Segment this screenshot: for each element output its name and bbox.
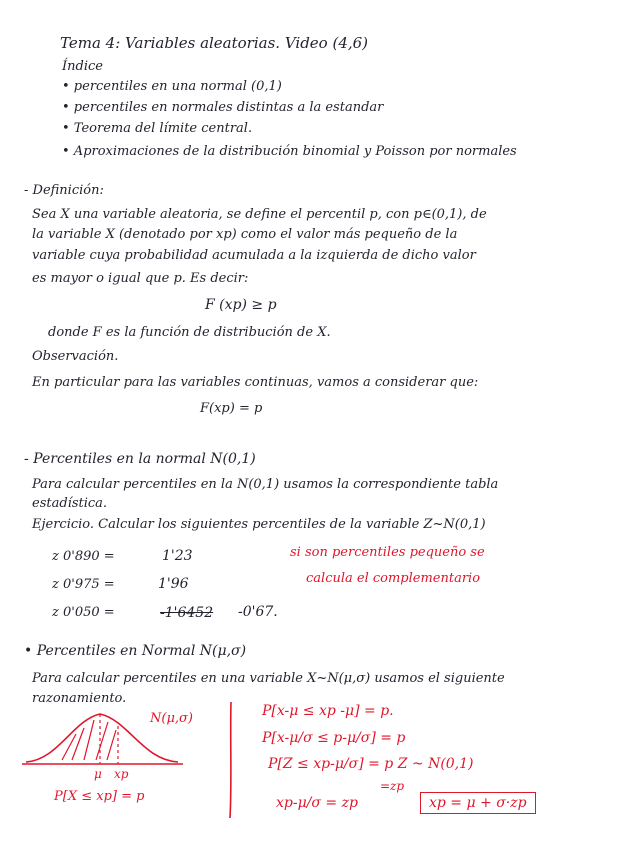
observation-formula: F(xp) = p — [200, 401, 263, 416]
derivation-step: P[Z ≤ xp-μ/σ] = p Z ~ N(0,1) — [268, 756, 474, 772]
normal-line: razonamiento. — [32, 691, 127, 706]
hatch-mark — [107, 730, 116, 760]
percentile-row-value: 1'23 — [162, 548, 193, 564]
graph-label: N(μ,σ) — [150, 711, 193, 726]
graph-caption: P[X ≤ xp] = p — [54, 789, 145, 804]
hatch-mark — [96, 722, 108, 760]
derivation-step: P[x-μ ≤ xp -μ] = p. — [262, 703, 394, 719]
observation-text: En particular para las variables continuas, vamos a considerar que: — [32, 375, 479, 390]
derivation-step: xp-μ/σ = zp — [276, 795, 358, 811]
index-item: • Teorema del límite central. — [62, 121, 253, 136]
percentile-formula: F (xp) ≥ p — [205, 297, 277, 313]
definition-after: donde F es la función de distribución de X. — [48, 325, 331, 340]
graph-axis-mu: μ — [94, 767, 102, 781]
normal-line: Para calcular percentiles en una variable X~N(μ,σ) usamos el siguiente — [32, 671, 505, 686]
definition-heading: - Definición: — [24, 183, 104, 198]
crossed-out-value: -1'6452 — [160, 605, 214, 621]
definition-line: es mayor o igual que p. Es decir: — [32, 271, 249, 286]
observation-heading: Observación. — [32, 349, 119, 364]
definition-line: variable cuya probabilidad acumulada a la izquierda de dicho valor — [32, 248, 476, 263]
graph-axis-xp: xp — [114, 767, 129, 781]
index-heading: Índice — [62, 59, 103, 74]
derivation-step: P[x-μ/σ ≤ p-μ/σ] = p — [262, 730, 406, 746]
std-normal-line: estadística. — [32, 496, 108, 511]
page-title: Tema 4: Variables aleatorias. Video (4,6) — [60, 34, 369, 52]
std-normal-line: Para calcular percentiles en la N(0,1) usamos la correspondiente tabla — [32, 477, 499, 492]
index-item: • Aproximaciones de la distribución binomial y Poisson por normales — [62, 144, 517, 159]
std-normal-heading: - Percentiles en la normal N(0,1) — [24, 451, 256, 467]
definition-line: la variable X (denotado por xp) como el valor más pequeño de la — [32, 227, 458, 242]
divider — [228, 700, 234, 820]
result-box: xp = μ + σ·zp — [420, 792, 536, 814]
normal-heading: • Percentiles en Normal N(μ,σ) — [24, 643, 247, 659]
hatch-mark — [72, 728, 84, 760]
index-item: • percentiles en normales distintas a la estandar — [62, 100, 384, 115]
percentile-row-label: z 0'975 = — [52, 577, 115, 592]
percentile-row-label: z 0'050 = — [52, 605, 115, 620]
zp-label: =zp — [380, 779, 405, 793]
complement-note: si son percentiles pequeño se — [290, 545, 485, 560]
hatch-mark — [84, 720, 94, 760]
percentile-row-value: 1'96 — [158, 576, 189, 592]
definition-line: Sea X una variable aleatoria, se define el percentil p, con p∈(0,1), de — [32, 207, 487, 222]
percentile-row-label: z 0'890 = — [52, 549, 115, 564]
exercise-statement: Ejercicio. Calcular los siguientes percentiles de la variable Z~N(0,1) — [32, 517, 486, 532]
index-item: • percentiles en una normal (0,1) — [62, 79, 282, 94]
percentile-row-value: -0'67. — [238, 604, 278, 620]
complement-note: calcula el complementario — [306, 571, 481, 586]
